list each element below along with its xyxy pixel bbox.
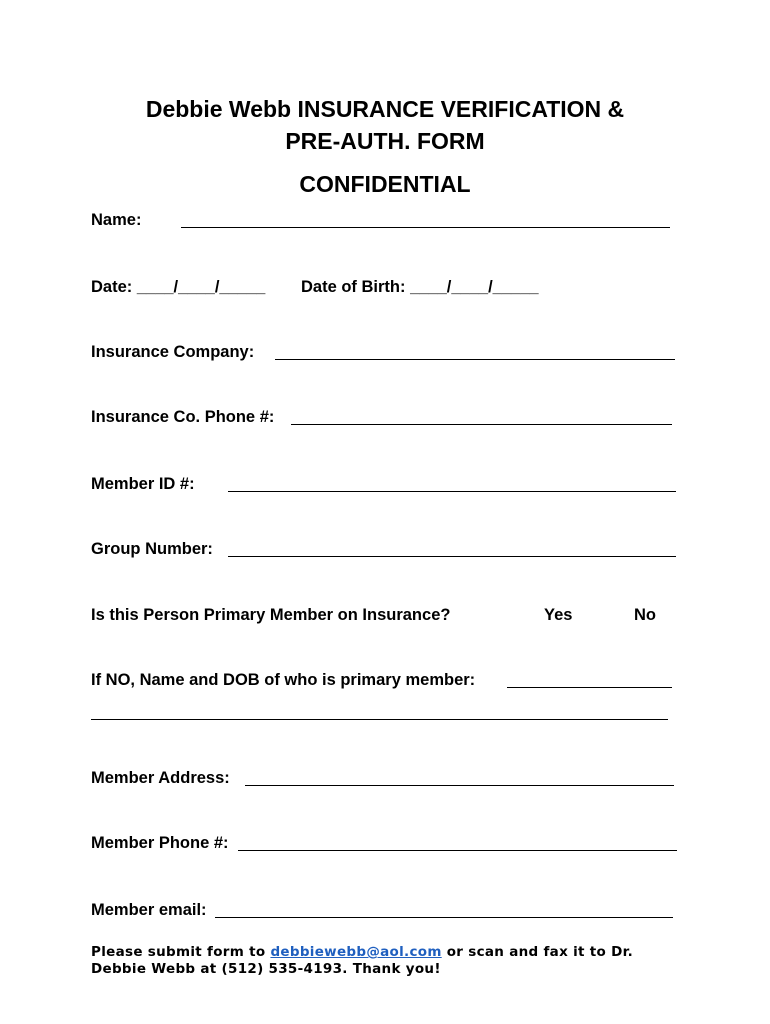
member-address-label: Member Address:	[91, 769, 230, 787]
footer-text-after: or scan and fax it to Dr. Debbie Webb at (512) 535-4193. Thank you!	[91, 944, 634, 977]
member-phone-field[interactable]	[238, 834, 677, 851]
member-id-field[interactable]	[228, 475, 676, 492]
submission-instructions	[91, 944, 671, 978]
group-number-field[interactable]	[228, 540, 676, 557]
insurance-phone-label: Insurance Co. Phone #:	[91, 408, 275, 426]
insurance-company-label: Insurance Company:	[91, 343, 255, 361]
primary-member-question: Is this Person Primary Member on Insurance?	[91, 606, 451, 624]
name-field[interactable]	[181, 211, 670, 228]
member-id-label: Member ID #:	[91, 475, 195, 493]
insurance-phone-field[interactable]	[291, 408, 672, 425]
if-no-label: If NO, Name and DOB of who is primary member:	[91, 671, 476, 689]
primary-member-field[interactable]	[507, 671, 672, 688]
member-phone-label: Member Phone #:	[91, 834, 229, 852]
primary-member-field-continued[interactable]	[91, 703, 668, 720]
form-title-line2: PRE-AUTH. FORM	[285, 128, 485, 154]
footer-text-before: Please submit form to	[91, 944, 271, 960]
date-field[interactable]: Date: ____/____/_____	[91, 278, 266, 296]
insurance-company-field[interactable]	[275, 343, 675, 360]
name-label: Name:	[91, 211, 142, 229]
form-title-line1: Debbie Webb INSURANCE VERIFICATION &	[145, 96, 625, 122]
no-option[interactable]: No	[634, 606, 656, 624]
member-email-field[interactable]	[215, 901, 673, 918]
email-link[interactable]: debbiewebb@aol.com	[270, 944, 442, 960]
dob-field[interactable]: Date of Birth: ____/____/_____	[301, 278, 539, 296]
yes-option[interactable]: Yes	[544, 606, 573, 624]
confidential-heading: CONFIDENTIAL	[299, 171, 471, 197]
member-email-label: Member email:	[91, 901, 207, 919]
group-number-label: Group Number:	[91, 540, 213, 558]
member-address-field[interactable]	[245, 769, 674, 786]
